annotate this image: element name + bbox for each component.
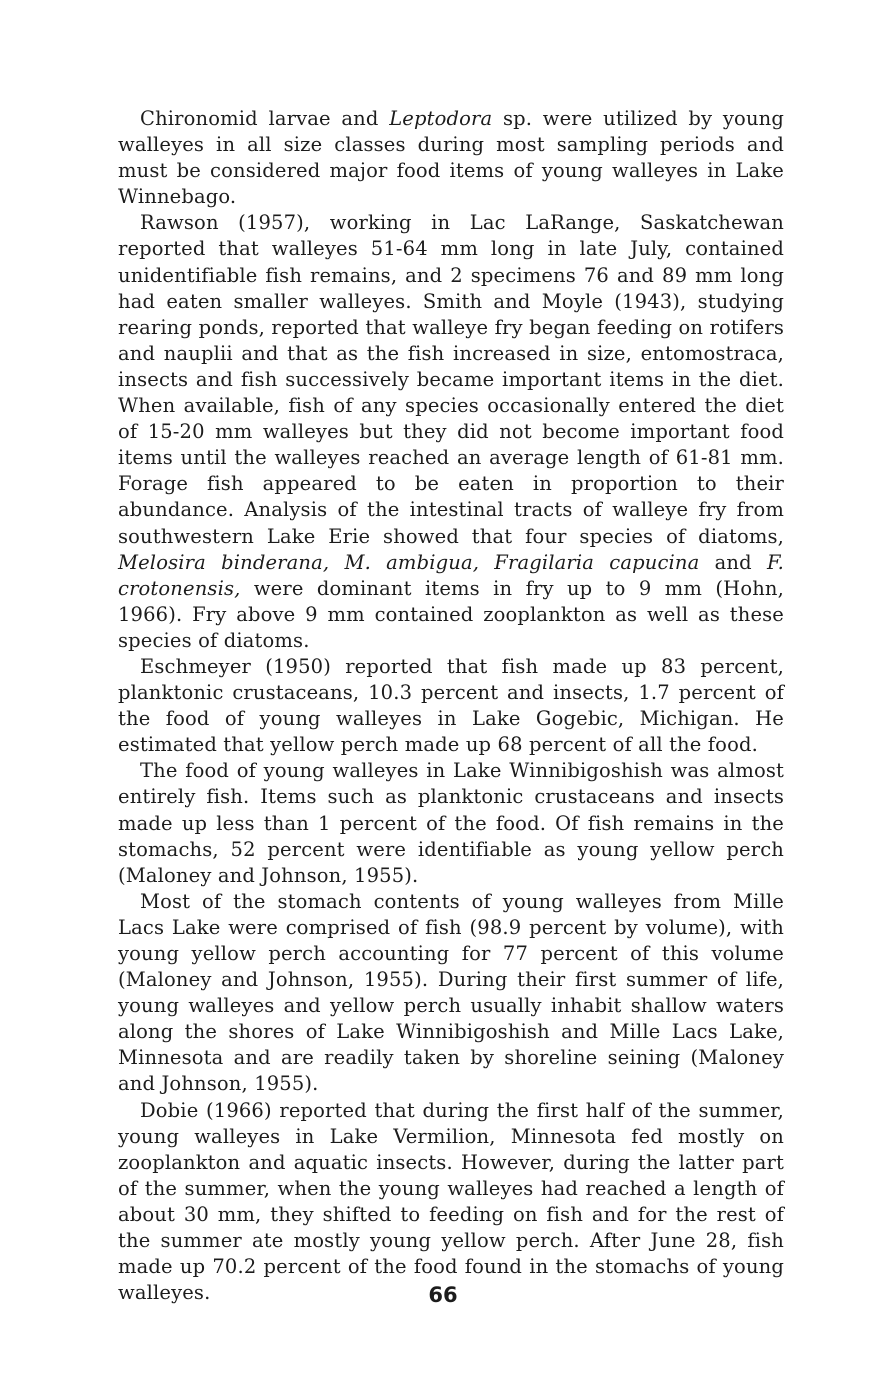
paragraph: Eschmeyer (1950) reported that fish made up 83 percent, planktonic crustaceans, 10.3 percent and insects, 1.7 percent of the food of young walleyes in Lake Gogebic, Michigan. He estimated that yellow perch made up 68 percent of all the food. [118,654,784,757]
paragraph: Chironomid larvae and Leptodora sp. were utilized by young walleyes in all size classes during most sampling periods and must be considered major food items of young walleyes in Lake Winnebago. [118,107,784,209]
body-text [118,106,784,1306]
paragraph: The food of young walleyes in Lake Winnibigoshish was almost entirely fish. Items such as planktonic crustaceans and insects made up less than 1 percent of the food. Of fish remains in the stomachs, 52 percent were identifiable as young yellow perch (Maloney and Johnson, 1955). [118,759,784,887]
paragraph: Dobie (1966) reported that during the first half of the summer, young walleyes in Lake Vermilion, Minnesota fed mostly on zooplankton and aquatic insects. However, during the latter part of the summer, when the young walleyes had reached a length of about 30 mm, they shifted to feeding on fish and for the rest of the summer ate mostly young yellow perch. After June 28, fish made up 70.2 percent of the food found in the stomachs of young walleyes. [118,1098,784,1305]
paragraph: Most of the stomach contents of young walleyes from Mille Lacs Lake were comprised of fish (98.9 percent by volume), with young yellow perch accounting for 77 percent of this volume (Maloney and Johnson, 1955). During their first summer of life, young walleyes and yellow perch usually inhabit shallow waters along the shores of Lake Winnibigoshish and Mille Lacs Lake, Minnesota and are readily taken by shoreline seining (Maloney and Johnson, 1955). [118,889,784,1096]
page-number: 66 [428,1283,458,1307]
paragraph: Rawson (1957), working in Lac LaRange, Saskatchewan reported that walleyes 51-64 mm long in late July, contained unidentifiable fish remains, and 2 specimens 76 and 89 mm long had eaten smaller walleyes. Smith and Moyle (1943), studying rearing ponds, reported that walleye fry began feeding on rotifers and nauplii and that as the fish increased in size, entomostraca, insects and fish successively became important items in the diet. When available, fish of any species occasionally entered the diet of 15-20 mm walleyes but they did not become important food items until the walleyes reached an average length of 61-81 mm. Forage fish appeared to be eaten in proportion to their abundance. Analysis of the intestinal tracts of walleye fry from southwestern Lake Erie showed that four species of diatoms, Melosira binderana, M. ambigua, Fragilaria capucina and F. crotonensis, were dominant items in fry up to 9 mm (Hohn, 1966). Fry above 9 mm contained zooplankton as well as these species of diatoms. [118,211,784,652]
